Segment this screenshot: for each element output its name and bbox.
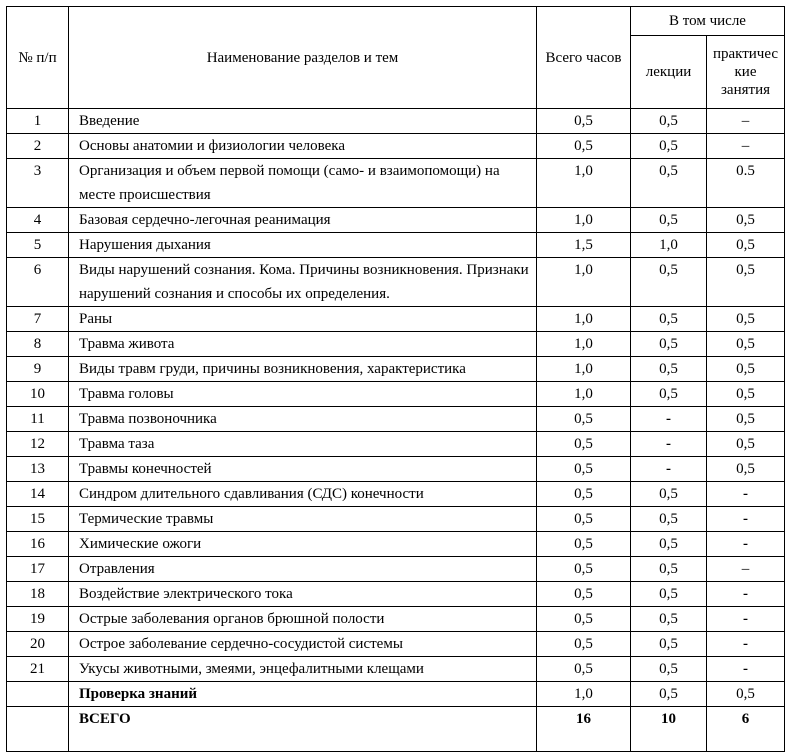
row-lectures: 0,5 xyxy=(631,507,707,532)
row-number: 5 xyxy=(7,233,69,258)
row-number: 7 xyxy=(7,307,69,332)
total-row-lectures: 10 xyxy=(631,707,707,752)
table-row xyxy=(7,457,785,482)
row-practice: 0,5 xyxy=(707,432,785,457)
table-row xyxy=(7,557,785,582)
total-row-practice: 6 xyxy=(707,707,785,752)
row-total-hours: 1,0 xyxy=(537,382,631,407)
row-number: 1 xyxy=(7,109,69,134)
table-row xyxy=(7,382,785,407)
row-total-hours: 0,5 xyxy=(537,134,631,159)
row-number: 19 xyxy=(7,607,69,632)
row-topic: Острое заболевание сердечно-сосудистой системы xyxy=(69,632,537,657)
check-row xyxy=(7,682,785,707)
row-total-hours: 0,5 xyxy=(537,582,631,607)
row-topic: Травма таза xyxy=(69,432,537,457)
table-row xyxy=(7,657,785,682)
row-topic: Термические травмы xyxy=(69,507,537,532)
table-row xyxy=(7,607,785,632)
row-number: 13 xyxy=(7,457,69,482)
row-topic: Нарушения дыхания xyxy=(69,233,537,258)
row-topic: Виды нарушений сознания. Кома. Причины возникновения. Признаки нарушений сознания и способы их определения. xyxy=(69,258,537,307)
row-lectures: 0,5 xyxy=(631,382,707,407)
row-topic: Введение xyxy=(69,109,537,134)
row-lectures: - xyxy=(631,432,707,457)
row-lectures: 0,5 xyxy=(631,159,707,208)
row-topic: Травма позвоночника xyxy=(69,407,537,432)
row-total-hours: 0,5 xyxy=(537,507,631,532)
empty-cell xyxy=(7,682,69,707)
row-total-hours: 1,0 xyxy=(537,159,631,208)
table-row xyxy=(7,432,785,457)
row-total-hours: 1,0 xyxy=(537,258,631,307)
row-total-hours: 1,5 xyxy=(537,233,631,258)
header-total: Всего часов xyxy=(537,7,631,109)
table-row xyxy=(7,258,785,307)
row-number: 4 xyxy=(7,208,69,233)
row-topic: Организация и объем первой помощи (само- и взаимопомощи) на месте происшествия xyxy=(69,159,537,208)
header-practice: практичес кие занятия xyxy=(707,36,785,109)
row-number: 10 xyxy=(7,382,69,407)
check-row-practice: 0,5 xyxy=(707,682,785,707)
row-total-hours: 0,5 xyxy=(537,407,631,432)
row-lectures: 0,5 xyxy=(631,307,707,332)
row-practice: - xyxy=(707,607,785,632)
row-topic: Острые заболевания органов брюшной полости xyxy=(69,607,537,632)
row-practice: – xyxy=(707,134,785,159)
row-topic: Травма головы xyxy=(69,382,537,407)
row-lectures: 0,5 xyxy=(631,582,707,607)
row-number: 9 xyxy=(7,357,69,382)
row-number: 16 xyxy=(7,532,69,557)
table-row xyxy=(7,632,785,657)
row-number: 21 xyxy=(7,657,69,682)
table-row xyxy=(7,307,785,332)
table-row xyxy=(7,233,785,258)
header-including: В том числе xyxy=(631,7,785,36)
header-name: Наименование разделов и тем xyxy=(69,7,537,109)
row-number: 6 xyxy=(7,258,69,307)
table-row xyxy=(7,332,785,357)
table-row xyxy=(7,109,785,134)
row-practice: – xyxy=(707,557,785,582)
row-lectures: 0,5 xyxy=(631,208,707,233)
row-number: 18 xyxy=(7,582,69,607)
row-practice: - xyxy=(707,482,785,507)
table-row xyxy=(7,407,785,432)
table-row xyxy=(7,582,785,607)
row-practice: 0,5 xyxy=(707,307,785,332)
row-number: 14 xyxy=(7,482,69,507)
row-lectures: 0,5 xyxy=(631,109,707,134)
row-practice: 0,5 xyxy=(707,233,785,258)
row-total-hours: 1,0 xyxy=(537,332,631,357)
row-number: 8 xyxy=(7,332,69,357)
row-topic: Травма живота xyxy=(69,332,537,357)
table-row xyxy=(7,507,785,532)
row-total-hours: 1,0 xyxy=(537,307,631,332)
row-practice: 0.5 xyxy=(707,159,785,208)
row-topic: Воздействие электрического тока xyxy=(69,582,537,607)
row-lectures: 0,5 xyxy=(631,632,707,657)
row-number: 20 xyxy=(7,632,69,657)
row-total-hours: 1,0 xyxy=(537,208,631,233)
row-lectures: 0,5 xyxy=(631,134,707,159)
row-lectures: 0,5 xyxy=(631,607,707,632)
row-practice: - xyxy=(707,507,785,532)
row-practice: - xyxy=(707,657,785,682)
row-practice: – xyxy=(707,109,785,134)
header-num: № п/п xyxy=(7,7,69,109)
row-total-hours: 0,5 xyxy=(537,109,631,134)
row-lectures: 0,5 xyxy=(631,482,707,507)
table-row xyxy=(7,357,785,382)
row-lectures: 0,5 xyxy=(631,557,707,582)
table-row xyxy=(7,482,785,507)
curriculum-table xyxy=(6,6,785,752)
row-practice: - xyxy=(707,632,785,657)
row-lectures: - xyxy=(631,407,707,432)
check-row-label: Проверка знаний xyxy=(69,682,537,707)
row-number: 12 xyxy=(7,432,69,457)
row-practice: - xyxy=(707,532,785,557)
row-total-hours: 0,5 xyxy=(537,557,631,582)
check-row-lectures: 0,5 xyxy=(631,682,707,707)
row-practice: 0,5 xyxy=(707,258,785,307)
row-topic: Отравления xyxy=(69,557,537,582)
row-total-hours: 0,5 xyxy=(537,482,631,507)
row-lectures: 0,5 xyxy=(631,258,707,307)
row-practice: 0,5 xyxy=(707,382,785,407)
row-number: 11 xyxy=(7,407,69,432)
total-row xyxy=(7,707,785,752)
row-total-hours: 0,5 xyxy=(537,657,631,682)
row-topic: Химические ожоги xyxy=(69,532,537,557)
row-lectures: 1,0 xyxy=(631,233,707,258)
row-practice: 0,5 xyxy=(707,457,785,482)
row-topic: Основы анатомии и физиологии человека xyxy=(69,134,537,159)
row-lectures: - xyxy=(631,457,707,482)
row-lectures: 0,5 xyxy=(631,332,707,357)
row-practice: - xyxy=(707,582,785,607)
check-row-total: 1,0 xyxy=(537,682,631,707)
row-topic: Базовая сердечно-легочная реанимация xyxy=(69,208,537,233)
table-row xyxy=(7,134,785,159)
total-row-label: ВСЕГО xyxy=(69,707,537,752)
row-total-hours: 0,5 xyxy=(537,632,631,657)
table-row xyxy=(7,159,785,208)
row-topic: Укусы животными, змеями, энцефалитными клещами xyxy=(69,657,537,682)
row-total-hours: 0,5 xyxy=(537,432,631,457)
row-lectures: 0,5 xyxy=(631,357,707,382)
row-total-hours: 1,0 xyxy=(537,357,631,382)
row-total-hours: 0,5 xyxy=(537,607,631,632)
row-lectures: 0,5 xyxy=(631,532,707,557)
row-topic: Травмы конечностей xyxy=(69,457,537,482)
row-number: 15 xyxy=(7,507,69,532)
row-number: 3 xyxy=(7,159,69,208)
row-total-hours: 0,5 xyxy=(537,532,631,557)
row-practice: 0,5 xyxy=(707,332,785,357)
row-number: 2 xyxy=(7,134,69,159)
header-lectures: лекции xyxy=(631,36,707,109)
row-number: 17 xyxy=(7,557,69,582)
table-row xyxy=(7,208,785,233)
row-topic: Синдром длительного сдавливания (СДС) конечности xyxy=(69,482,537,507)
row-lectures: 0,5 xyxy=(631,657,707,682)
empty-cell xyxy=(7,707,69,752)
table-row xyxy=(7,532,785,557)
row-topic: Раны xyxy=(69,307,537,332)
row-practice: 0,5 xyxy=(707,407,785,432)
row-practice: 0,5 xyxy=(707,208,785,233)
row-topic: Виды травм груди, причины возникновения, характеристика xyxy=(69,357,537,382)
row-practice: 0,5 xyxy=(707,357,785,382)
total-row-total: 16 xyxy=(537,707,631,752)
row-total-hours: 0,5 xyxy=(537,457,631,482)
